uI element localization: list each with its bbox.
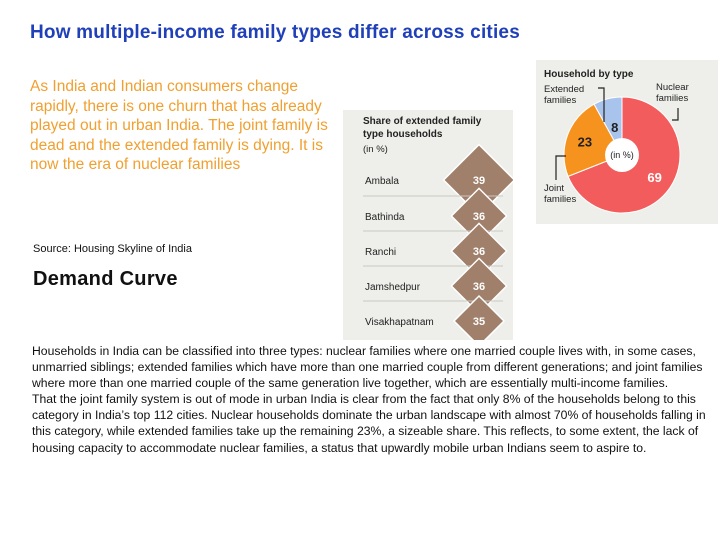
- value-label: 36: [472, 211, 486, 223]
- pie-center-label: (in %): [610, 150, 634, 160]
- slice-legend-line: families: [544, 194, 577, 205]
- city-label: Visakhapatnam: [365, 317, 434, 328]
- slice-value-label: 23: [577, 134, 593, 150]
- value-label: 36: [472, 281, 486, 293]
- chart-title-line: Share of extended family: [363, 116, 482, 127]
- city-label: Ranchi: [365, 247, 397, 258]
- slide-title: How multiple-income family types differ across cities: [30, 22, 520, 43]
- chart-title-line: type households: [363, 129, 443, 140]
- slice-legend-line: Nuclear: [656, 82, 689, 93]
- slice-legend-line: Extended: [544, 84, 585, 95]
- value-label: 35: [472, 316, 486, 328]
- chart-subtitle: (in %): [363, 144, 388, 155]
- source-note: Source: Housing Skyline of India: [33, 243, 192, 255]
- slice-legend-line: Joint: [544, 183, 565, 194]
- city-label: Bathinda: [365, 212, 405, 223]
- section-heading: Demand Curve: [33, 268, 178, 290]
- slice-legend-line: families: [544, 95, 577, 106]
- chart-title: Household by type: [544, 69, 634, 80]
- city-label: Jamshedpur: [365, 282, 421, 293]
- household-type-pie-chart: [536, 60, 718, 224]
- body-paragraph: Households in India can be classified into three types: nuclear families where one married couple lives with, in some cases, unmarried siblings; extended families which have more than one married couple from different generations; and joint families where more than one married couple of the same generation live together, which are essentially multi-income families.: [32, 344, 703, 391]
- value-label: 36: [472, 246, 486, 258]
- slice-value-label: 8: [611, 119, 619, 135]
- slice-value-label: 69: [647, 170, 662, 186]
- city-label: Ambala: [365, 176, 399, 187]
- slice-legend-line: families: [656, 93, 689, 104]
- body-text: [32, 343, 712, 456]
- intro-text: As India and Indian consumers change rapidly, there is one churn that has already played out in urban India. The joint family is dead and the extended family is dying. It is now the era of nuclear families: [30, 78, 328, 174]
- value-label: 39: [472, 175, 486, 187]
- extended-family-share-chart: [343, 110, 513, 340]
- body-paragraph: That the joint family system is out of mode in urban India is clear from the fact that only 8% of the households belong to this category in India’s top 112 cities. Nuclear households dominate the urban landscape with almost 70% of households falling in this category, while extended families take up the remaining 23%, a sizeable share. This reflects, to some extent, the lack of housing capacity to accommodate nuclear families, a status that upwardly mobile urban Indians seem to aspire to.: [32, 392, 706, 455]
- slice-legend-label: [656, 82, 689, 104]
